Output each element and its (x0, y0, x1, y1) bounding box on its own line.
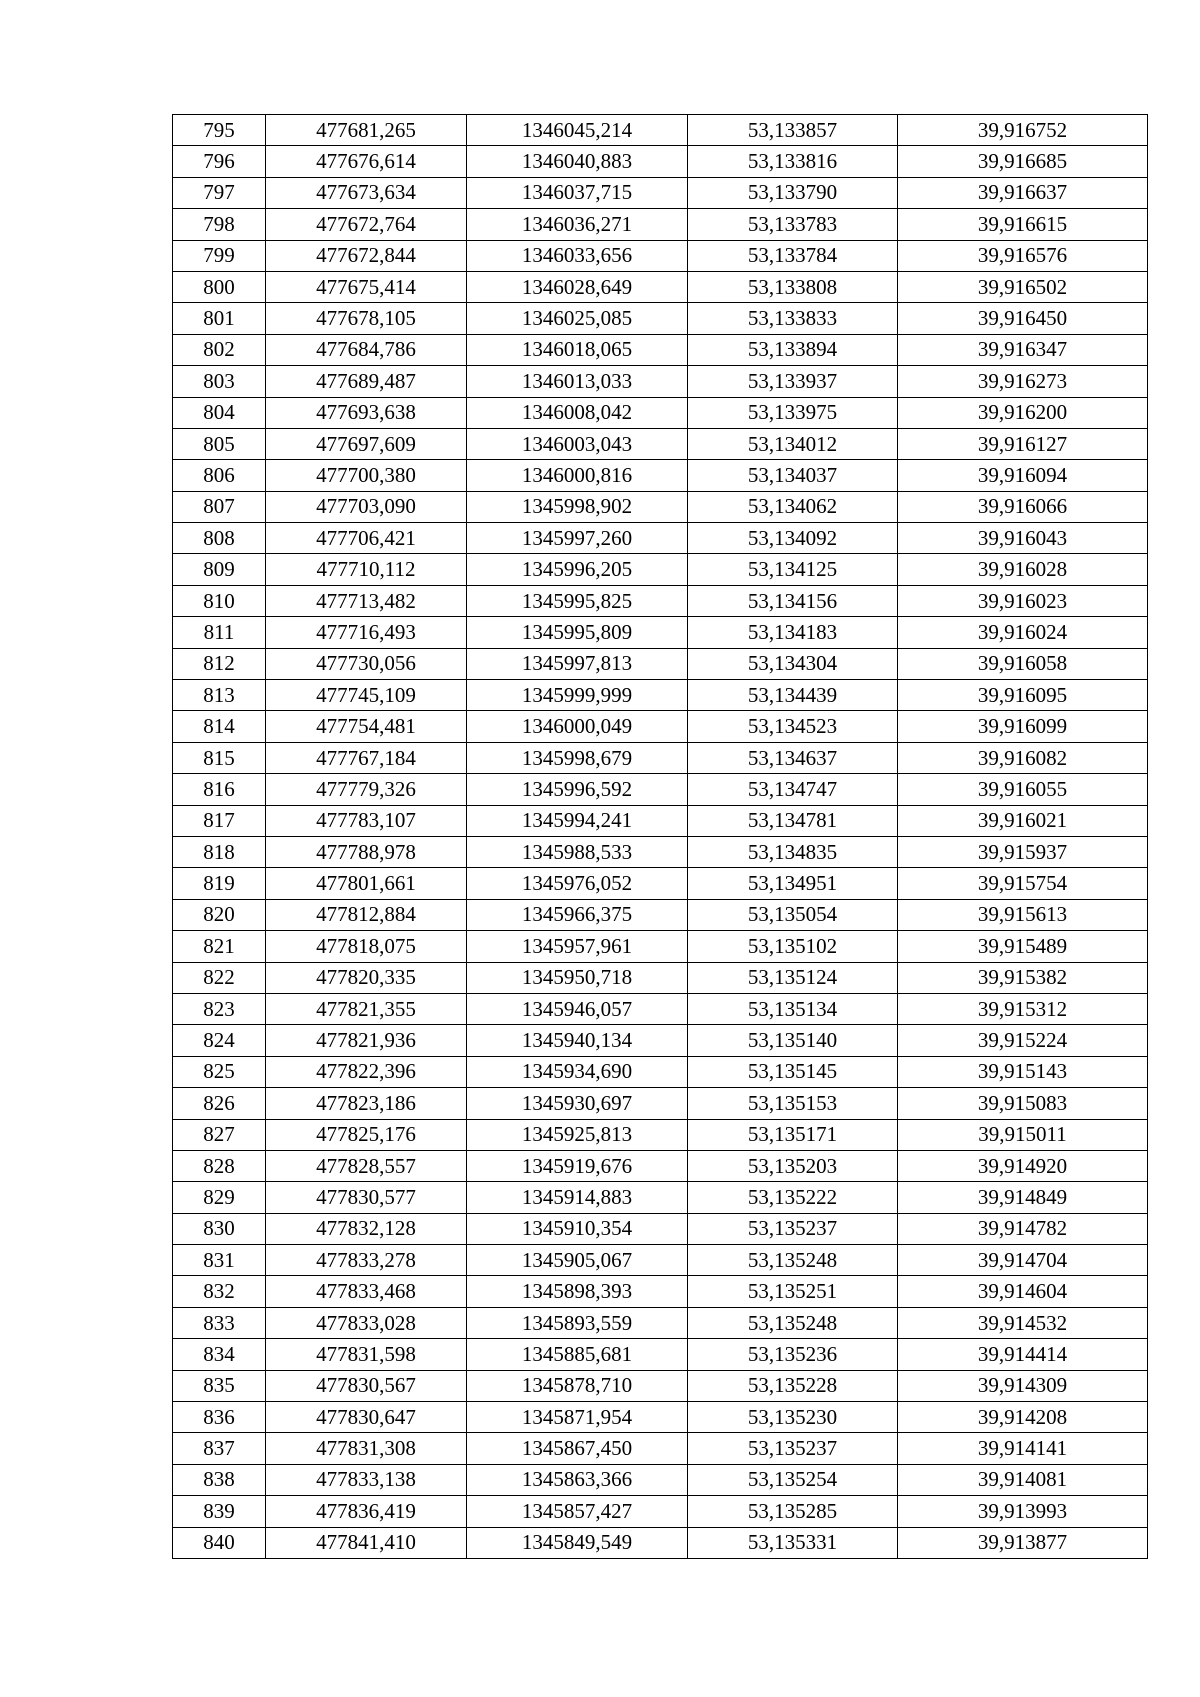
y-coordinate-cell: 1346003,043 (467, 428, 688, 459)
x-coordinate-cell: 477830,577 (266, 1182, 467, 1213)
point-number-cell: 805 (173, 428, 266, 459)
table-row (173, 1025, 1148, 1056)
x-coordinate-cell: 477706,421 (266, 523, 467, 554)
y-coordinate-cell: 1346037,715 (467, 177, 688, 208)
latitude-cell: 53,134304 (688, 648, 898, 679)
y-coordinate-cell: 1345998,679 (467, 742, 688, 773)
longitude-cell: 39,914604 (898, 1276, 1148, 1307)
latitude-cell: 53,134156 (688, 585, 898, 616)
latitude-cell: 53,135237 (688, 1213, 898, 1244)
point-number-cell: 810 (173, 585, 266, 616)
table-row (173, 1150, 1148, 1181)
latitude-cell: 53,134523 (688, 711, 898, 742)
point-number-cell: 811 (173, 617, 266, 648)
x-coordinate-cell: 477675,414 (266, 271, 467, 302)
table-row (173, 1402, 1148, 1433)
table-row (173, 962, 1148, 993)
latitude-cell: 53,134781 (688, 805, 898, 836)
y-coordinate-cell: 1345857,427 (467, 1496, 688, 1527)
y-coordinate-cell: 1346018,065 (467, 334, 688, 365)
point-number-cell: 819 (173, 868, 266, 899)
table-row (173, 1370, 1148, 1401)
y-coordinate-cell: 1345997,260 (467, 523, 688, 554)
point-number-cell: 797 (173, 177, 266, 208)
latitude-cell: 53,133808 (688, 271, 898, 302)
longitude-cell: 39,916685 (898, 146, 1148, 177)
latitude-cell: 53,133937 (688, 366, 898, 397)
table-row (173, 460, 1148, 491)
table-row (173, 334, 1148, 365)
point-number-cell: 807 (173, 491, 266, 522)
latitude-cell: 53,135248 (688, 1245, 898, 1276)
point-number-cell: 829 (173, 1182, 266, 1213)
table-row (173, 805, 1148, 836)
table-row (173, 523, 1148, 554)
x-coordinate-cell: 477833,028 (266, 1307, 467, 1338)
longitude-cell: 39,916099 (898, 711, 1148, 742)
table-row (173, 146, 1148, 177)
point-number-cell: 799 (173, 240, 266, 271)
longitude-cell: 39,915312 (898, 993, 1148, 1024)
longitude-cell: 39,916273 (898, 366, 1148, 397)
table-row (173, 177, 1148, 208)
table-row (173, 899, 1148, 930)
y-coordinate-cell: 1345919,676 (467, 1150, 688, 1181)
x-coordinate-cell: 477767,184 (266, 742, 467, 773)
y-coordinate-cell: 1345871,954 (467, 1402, 688, 1433)
x-coordinate-cell: 477812,884 (266, 899, 467, 930)
y-coordinate-cell: 1345867,450 (467, 1433, 688, 1464)
point-number-cell: 833 (173, 1307, 266, 1338)
x-coordinate-cell: 477788,978 (266, 836, 467, 867)
point-number-cell: 831 (173, 1245, 266, 1276)
y-coordinate-cell: 1345976,052 (467, 868, 688, 899)
x-coordinate-cell: 477684,786 (266, 334, 467, 365)
latitude-cell: 53,134012 (688, 428, 898, 459)
longitude-cell: 39,916576 (898, 240, 1148, 271)
table-row (173, 1056, 1148, 1087)
y-coordinate-cell: 1346040,883 (467, 146, 688, 177)
x-coordinate-cell: 477841,410 (266, 1527, 467, 1558)
point-number-cell: 798 (173, 209, 266, 240)
table-row (173, 1245, 1148, 1276)
point-number-cell: 795 (173, 115, 266, 146)
point-number-cell: 824 (173, 1025, 266, 1056)
longitude-cell: 39,916347 (898, 334, 1148, 365)
longitude-cell: 39,916752 (898, 115, 1148, 146)
latitude-cell: 53,135236 (688, 1339, 898, 1370)
longitude-cell: 39,913877 (898, 1527, 1148, 1558)
y-coordinate-cell: 1345910,354 (467, 1213, 688, 1244)
table-row (173, 1496, 1148, 1527)
y-coordinate-cell: 1346000,049 (467, 711, 688, 742)
x-coordinate-cell: 477689,487 (266, 366, 467, 397)
latitude-cell: 53,135171 (688, 1119, 898, 1150)
latitude-cell: 53,135145 (688, 1056, 898, 1087)
table-row (173, 836, 1148, 867)
table-row (173, 1088, 1148, 1119)
point-number-cell: 830 (173, 1213, 266, 1244)
point-number-cell: 821 (173, 931, 266, 962)
y-coordinate-cell: 1345995,809 (467, 617, 688, 648)
latitude-cell: 53,134092 (688, 523, 898, 554)
latitude-cell: 53,135230 (688, 1402, 898, 1433)
table-row (173, 1182, 1148, 1213)
point-number-cell: 823 (173, 993, 266, 1024)
longitude-cell: 39,914704 (898, 1245, 1148, 1276)
longitude-cell: 39,916095 (898, 680, 1148, 711)
latitude-cell: 53,135248 (688, 1307, 898, 1338)
y-coordinate-cell: 1345863,366 (467, 1464, 688, 1495)
latitude-cell: 53,135222 (688, 1182, 898, 1213)
y-coordinate-cell: 1345999,999 (467, 680, 688, 711)
table-row (173, 366, 1148, 397)
x-coordinate-cell: 477693,638 (266, 397, 467, 428)
point-number-cell: 804 (173, 397, 266, 428)
point-number-cell: 816 (173, 774, 266, 805)
x-coordinate-cell: 477716,493 (266, 617, 467, 648)
table-row (173, 680, 1148, 711)
table-row (173, 428, 1148, 459)
longitude-cell: 39,914782 (898, 1213, 1148, 1244)
point-number-cell: 836 (173, 1402, 266, 1433)
y-coordinate-cell: 1345995,825 (467, 585, 688, 616)
x-coordinate-cell: 477830,647 (266, 1402, 467, 1433)
latitude-cell: 53,135102 (688, 931, 898, 962)
table-row (173, 774, 1148, 805)
point-number-cell: 828 (173, 1150, 266, 1181)
latitude-cell: 53,134951 (688, 868, 898, 899)
x-coordinate-cell: 477676,614 (266, 146, 467, 177)
point-number-cell: 827 (173, 1119, 266, 1150)
y-coordinate-cell: 1345950,718 (467, 962, 688, 993)
y-coordinate-cell: 1345898,393 (467, 1276, 688, 1307)
latitude-cell: 53,135134 (688, 993, 898, 1024)
x-coordinate-cell: 477830,567 (266, 1370, 467, 1401)
longitude-cell: 39,916028 (898, 554, 1148, 585)
table-row (173, 617, 1148, 648)
point-number-cell: 796 (173, 146, 266, 177)
latitude-cell: 53,133975 (688, 397, 898, 428)
point-number-cell: 832 (173, 1276, 266, 1307)
point-number-cell: 820 (173, 899, 266, 930)
x-coordinate-cell: 477801,661 (266, 868, 467, 899)
longitude-cell: 39,916055 (898, 774, 1148, 805)
longitude-cell: 39,916637 (898, 177, 1148, 208)
longitude-cell: 39,914414 (898, 1339, 1148, 1370)
longitude-cell: 39,914141 (898, 1433, 1148, 1464)
x-coordinate-cell: 477730,056 (266, 648, 467, 679)
point-number-cell: 800 (173, 271, 266, 302)
longitude-cell: 39,916024 (898, 617, 1148, 648)
x-coordinate-cell: 477828,557 (266, 1150, 467, 1181)
x-coordinate-cell: 477672,764 (266, 209, 467, 240)
point-number-cell: 817 (173, 805, 266, 836)
latitude-cell: 53,133784 (688, 240, 898, 271)
x-coordinate-cell: 477754,481 (266, 711, 467, 742)
x-coordinate-cell: 477833,138 (266, 1464, 467, 1495)
y-coordinate-cell: 1346013,033 (467, 366, 688, 397)
y-coordinate-cell: 1345914,883 (467, 1182, 688, 1213)
longitude-cell: 39,914309 (898, 1370, 1148, 1401)
x-coordinate-cell: 477821,936 (266, 1025, 467, 1056)
point-number-cell: 840 (173, 1527, 266, 1558)
x-coordinate-cell: 477821,355 (266, 993, 467, 1024)
x-coordinate-cell: 477831,308 (266, 1433, 467, 1464)
point-number-cell: 808 (173, 523, 266, 554)
y-coordinate-cell: 1345957,961 (467, 931, 688, 962)
latitude-cell: 53,135237 (688, 1433, 898, 1464)
latitude-cell: 53,133833 (688, 303, 898, 334)
y-coordinate-cell: 1345994,241 (467, 805, 688, 836)
y-coordinate-cell: 1345934,690 (467, 1056, 688, 1087)
longitude-cell: 39,916021 (898, 805, 1148, 836)
coordinates-table (172, 114, 1148, 1559)
table-row (173, 1339, 1148, 1370)
latitude-cell: 53,135124 (688, 962, 898, 993)
table-row (173, 303, 1148, 334)
point-number-cell: 826 (173, 1088, 266, 1119)
latitude-cell: 53,135251 (688, 1276, 898, 1307)
x-coordinate-cell: 477678,105 (266, 303, 467, 334)
x-coordinate-cell: 477825,176 (266, 1119, 467, 1150)
y-coordinate-cell: 1345997,813 (467, 648, 688, 679)
longitude-cell: 39,916450 (898, 303, 1148, 334)
longitude-cell: 39,915143 (898, 1056, 1148, 1087)
x-coordinate-cell: 477832,128 (266, 1213, 467, 1244)
x-coordinate-cell: 477713,482 (266, 585, 467, 616)
latitude-cell: 53,134183 (688, 617, 898, 648)
y-coordinate-cell: 1345849,549 (467, 1527, 688, 1558)
longitude-cell: 39,914849 (898, 1182, 1148, 1213)
table-row (173, 1119, 1148, 1150)
latitude-cell: 53,135153 (688, 1088, 898, 1119)
table-row (173, 1307, 1148, 1338)
x-coordinate-cell: 477823,186 (266, 1088, 467, 1119)
longitude-cell: 39,916127 (898, 428, 1148, 459)
x-coordinate-cell: 477831,598 (266, 1339, 467, 1370)
y-coordinate-cell: 1345885,681 (467, 1339, 688, 1370)
x-coordinate-cell: 477820,335 (266, 962, 467, 993)
table-row (173, 1213, 1148, 1244)
point-number-cell: 803 (173, 366, 266, 397)
y-coordinate-cell: 1346008,042 (467, 397, 688, 428)
point-number-cell: 837 (173, 1433, 266, 1464)
table-row (173, 1433, 1148, 1464)
point-number-cell: 813 (173, 680, 266, 711)
latitude-cell: 53,135054 (688, 899, 898, 930)
latitude-cell: 53,134037 (688, 460, 898, 491)
table-row (173, 711, 1148, 742)
longitude-cell: 39,916043 (898, 523, 1148, 554)
y-coordinate-cell: 1345940,134 (467, 1025, 688, 1056)
table-row (173, 1464, 1148, 1495)
y-coordinate-cell: 1345930,697 (467, 1088, 688, 1119)
longitude-cell: 39,916082 (898, 742, 1148, 773)
longitude-cell: 39,915224 (898, 1025, 1148, 1056)
longitude-cell: 39,916066 (898, 491, 1148, 522)
x-coordinate-cell: 477700,380 (266, 460, 467, 491)
latitude-cell: 53,135331 (688, 1527, 898, 1558)
y-coordinate-cell: 1345905,067 (467, 1245, 688, 1276)
latitude-cell: 53,134439 (688, 680, 898, 711)
longitude-cell: 39,915382 (898, 962, 1148, 993)
x-coordinate-cell: 477783,107 (266, 805, 467, 836)
x-coordinate-cell: 477710,112 (266, 554, 467, 585)
longitude-cell: 39,914920 (898, 1150, 1148, 1181)
table-row (173, 868, 1148, 899)
y-coordinate-cell: 1345878,710 (467, 1370, 688, 1401)
point-number-cell: 802 (173, 334, 266, 365)
y-coordinate-cell: 1345988,533 (467, 836, 688, 867)
point-number-cell: 815 (173, 742, 266, 773)
table-row (173, 554, 1148, 585)
x-coordinate-cell: 477703,090 (266, 491, 467, 522)
y-coordinate-cell: 1345925,813 (467, 1119, 688, 1150)
longitude-cell: 39,913993 (898, 1496, 1148, 1527)
coordinates-table-body (173, 115, 1148, 1559)
y-coordinate-cell: 1345998,902 (467, 491, 688, 522)
table-row (173, 115, 1148, 146)
table-row (173, 491, 1148, 522)
y-coordinate-cell: 1346028,649 (467, 271, 688, 302)
longitude-cell: 39,915011 (898, 1119, 1148, 1150)
y-coordinate-cell: 1345966,375 (467, 899, 688, 930)
latitude-cell: 53,133790 (688, 177, 898, 208)
latitude-cell: 53,133894 (688, 334, 898, 365)
latitude-cell: 53,133857 (688, 115, 898, 146)
x-coordinate-cell: 477681,265 (266, 115, 467, 146)
longitude-cell: 39,915754 (898, 868, 1148, 899)
table-row (173, 397, 1148, 428)
latitude-cell: 53,135203 (688, 1150, 898, 1181)
longitude-cell: 39,915937 (898, 836, 1148, 867)
y-coordinate-cell: 1346025,085 (467, 303, 688, 334)
x-coordinate-cell: 477833,468 (266, 1276, 467, 1307)
longitude-cell: 39,914081 (898, 1464, 1148, 1495)
latitude-cell: 53,133783 (688, 209, 898, 240)
table-row (173, 1527, 1148, 1558)
longitude-cell: 39,916023 (898, 585, 1148, 616)
point-number-cell: 839 (173, 1496, 266, 1527)
x-coordinate-cell: 477818,075 (266, 931, 467, 962)
table-row (173, 209, 1148, 240)
longitude-cell: 39,915613 (898, 899, 1148, 930)
latitude-cell: 53,133816 (688, 146, 898, 177)
longitude-cell: 39,914208 (898, 1402, 1148, 1433)
x-coordinate-cell: 477779,326 (266, 774, 467, 805)
longitude-cell: 39,914532 (898, 1307, 1148, 1338)
x-coordinate-cell: 477672,844 (266, 240, 467, 271)
latitude-cell: 53,135140 (688, 1025, 898, 1056)
latitude-cell: 53,135228 (688, 1370, 898, 1401)
point-number-cell: 835 (173, 1370, 266, 1401)
latitude-cell: 53,134062 (688, 491, 898, 522)
point-number-cell: 812 (173, 648, 266, 679)
x-coordinate-cell: 477745,109 (266, 680, 467, 711)
latitude-cell: 53,134637 (688, 742, 898, 773)
x-coordinate-cell: 477673,634 (266, 177, 467, 208)
point-number-cell: 806 (173, 460, 266, 491)
latitude-cell: 53,135254 (688, 1464, 898, 1495)
table-row (173, 993, 1148, 1024)
latitude-cell: 53,134125 (688, 554, 898, 585)
latitude-cell: 53,134835 (688, 836, 898, 867)
table-row (173, 240, 1148, 271)
x-coordinate-cell: 477833,278 (266, 1245, 467, 1276)
point-number-cell: 834 (173, 1339, 266, 1370)
longitude-cell: 39,916615 (898, 209, 1148, 240)
table-row (173, 271, 1148, 302)
y-coordinate-cell: 1345946,057 (467, 993, 688, 1024)
longitude-cell: 39,916200 (898, 397, 1148, 428)
longitude-cell: 39,916502 (898, 271, 1148, 302)
longitude-cell: 39,916094 (898, 460, 1148, 491)
table-row (173, 931, 1148, 962)
y-coordinate-cell: 1346033,656 (467, 240, 688, 271)
latitude-cell: 53,135285 (688, 1496, 898, 1527)
point-number-cell: 825 (173, 1056, 266, 1087)
table-row (173, 585, 1148, 616)
y-coordinate-cell: 1346045,214 (467, 115, 688, 146)
longitude-cell: 39,915489 (898, 931, 1148, 962)
y-coordinate-cell: 1345893,559 (467, 1307, 688, 1338)
x-coordinate-cell: 477836,419 (266, 1496, 467, 1527)
y-coordinate-cell: 1345996,205 (467, 554, 688, 585)
latitude-cell: 53,134747 (688, 774, 898, 805)
point-number-cell: 801 (173, 303, 266, 334)
y-coordinate-cell: 1346036,271 (467, 209, 688, 240)
y-coordinate-cell: 1346000,816 (467, 460, 688, 491)
longitude-cell: 39,915083 (898, 1088, 1148, 1119)
table-row (173, 742, 1148, 773)
point-number-cell: 822 (173, 962, 266, 993)
point-number-cell: 814 (173, 711, 266, 742)
table-row (173, 1276, 1148, 1307)
point-number-cell: 818 (173, 836, 266, 867)
longitude-cell: 39,916058 (898, 648, 1148, 679)
point-number-cell: 809 (173, 554, 266, 585)
x-coordinate-cell: 477822,396 (266, 1056, 467, 1087)
point-number-cell: 838 (173, 1464, 266, 1495)
table-row (173, 648, 1148, 679)
x-coordinate-cell: 477697,609 (266, 428, 467, 459)
y-coordinate-cell: 1345996,592 (467, 774, 688, 805)
